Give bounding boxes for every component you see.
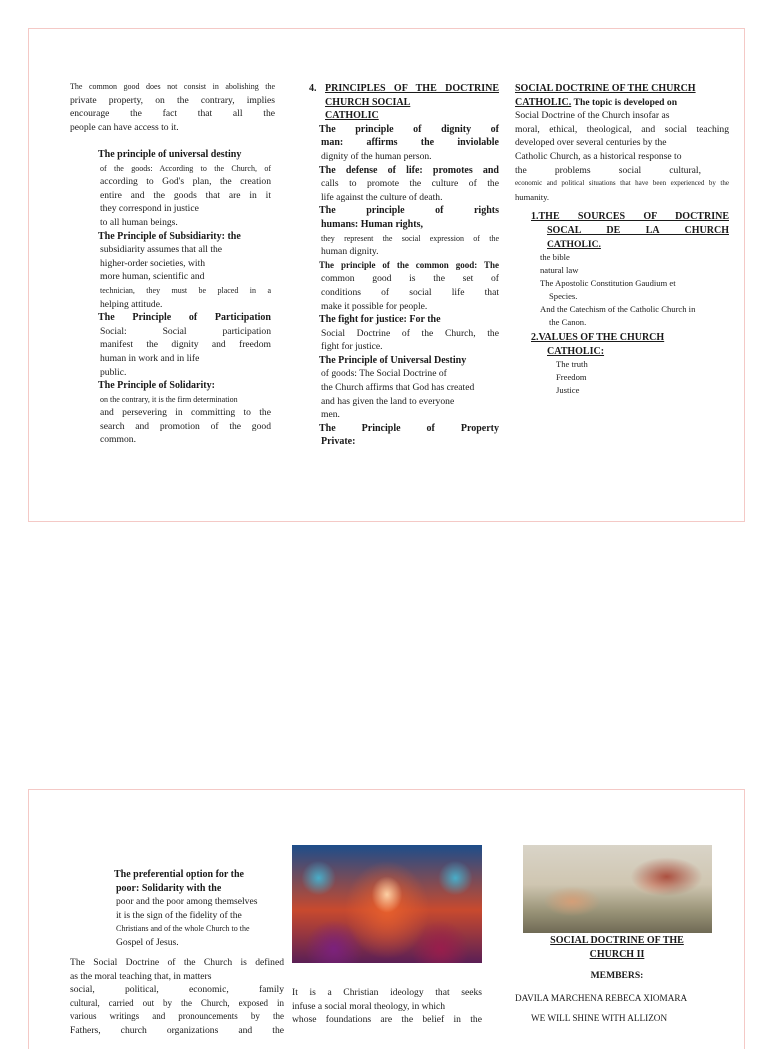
principle-line: life against the culture of death. xyxy=(321,191,443,203)
principle-line: human in work and in life xyxy=(100,352,200,364)
source-item xyxy=(531,264,729,277)
doctrine-heading-bold: CATHOLIC. xyxy=(515,96,572,108)
principle-lead: The Principle of Subsidiarity: the xyxy=(98,230,241,242)
para-line: as the moral teaching that, in matters xyxy=(70,970,212,982)
principle-line: and has given the land to everyone xyxy=(321,395,455,407)
brochure-title-line: SOCIAL DOCTRINE OF THE xyxy=(550,935,684,946)
principle-line: Social Doctrine of the Church, the xyxy=(321,327,499,339)
principle-item xyxy=(88,148,271,230)
source-item xyxy=(531,251,729,264)
para-line: cultural, carried out by the Church, exposed in xyxy=(70,997,284,1008)
principle-line: public. xyxy=(100,366,127,378)
principle-lead: The principle of rights xyxy=(319,205,499,217)
principle-item xyxy=(309,422,499,449)
principle-item xyxy=(309,164,499,205)
source-text-cont: the Canon. xyxy=(549,317,587,328)
value-text: The truth xyxy=(556,359,588,370)
principle-item xyxy=(309,204,499,258)
principle-line: common. xyxy=(100,434,136,446)
principle-lead: The Principle of Participation xyxy=(98,312,271,324)
principle-line: entire and the goods that are in it xyxy=(100,189,271,201)
para-line: social, political, economic, family xyxy=(70,984,284,996)
option-line: Gospel of Jesus. xyxy=(116,936,179,948)
intro-line: encourage the fact that all the xyxy=(70,108,275,120)
option-lead: The preferential option for the xyxy=(114,869,244,880)
principle-line: helping attitude. xyxy=(100,298,163,310)
body-line: economic and political situations that have been experienced by the xyxy=(515,179,729,188)
principle-line: according to God's plan, the creation xyxy=(100,176,271,188)
doctrine-heading-rest: The topic is developed on xyxy=(573,96,678,108)
section-heading xyxy=(309,82,499,123)
principle-lead: The defense of life: promotes and xyxy=(319,164,499,176)
principle-line: Social: Social participation xyxy=(100,325,271,337)
bottom-col3 xyxy=(515,934,719,1026)
top-col1 xyxy=(70,80,275,134)
principle-lead: Private: xyxy=(321,436,356,448)
source-text-cont: Species. xyxy=(549,291,578,302)
para-line: It is a Christian ideology that seeks xyxy=(292,987,482,998)
principle-line: higher-order societies, with xyxy=(100,257,206,269)
principle-lead: The principle of the common good: The xyxy=(319,259,499,270)
principle-line: and persevering in committing to the xyxy=(100,407,271,419)
body-line: moral, ethical, theological, and social teaching xyxy=(515,123,729,135)
brochure-title-line: CHURCH II xyxy=(589,948,645,960)
bottom-col1-option xyxy=(104,868,280,950)
principle-line: dignity of the human person. xyxy=(321,150,432,162)
values-heading-line: CATHOLIC: xyxy=(547,345,605,357)
principle-lead: The principle of universal destiny xyxy=(98,149,242,160)
principle-item xyxy=(309,259,499,313)
values-list xyxy=(531,358,729,397)
principle-line: subsidiarity assumes that all the xyxy=(100,244,223,256)
principle-line: on the contrary, it is the firm determination xyxy=(100,394,238,404)
psychedelic-face-painting xyxy=(292,845,482,963)
principle-line: conditions of social life that xyxy=(321,286,499,298)
principle-line: calls to promote the culture of the xyxy=(321,178,499,190)
para-line: infuse a social moral theology, in which xyxy=(292,1000,446,1012)
para-line: The Social Doctrine of the Church is defined xyxy=(70,957,284,968)
sources-heading-line: SOCAL DE LA CHURCH xyxy=(547,224,729,236)
top-col3 xyxy=(515,82,729,397)
body-line: the problems social cultural, xyxy=(515,164,701,176)
principle-line: common good is the set of xyxy=(321,273,499,285)
sources-heading-line: CATHOLIC. xyxy=(547,238,601,250)
doctrine-heading: SOCIAL DOCTRINE OF THE CHURCH xyxy=(515,83,696,94)
values-heading-line: 2.VALUES OF THE CHURCH xyxy=(531,332,665,344)
principle-line: men. xyxy=(321,409,340,421)
para-line: whose foundations are the belief in the xyxy=(292,1014,482,1026)
principle-line: they represent the social expression of the xyxy=(321,233,499,243)
doctrine-heading-line2 xyxy=(515,96,729,110)
sources-heading-line: 1.THE SOURCES OF DOCTRINE xyxy=(531,211,729,223)
principle-line: technician, they must be placed in a xyxy=(100,285,271,295)
source-text: natural law xyxy=(540,265,579,276)
intro-line: people can have access to it. xyxy=(70,121,179,133)
principle-lead: The Principle of Solidarity: xyxy=(98,380,215,392)
principle-line: fight for justice. xyxy=(321,341,383,353)
value-item xyxy=(547,384,729,397)
principle-item xyxy=(88,230,271,312)
principle-lead: humans: Human rights, xyxy=(321,218,423,230)
bottom-col1-paragraph xyxy=(70,956,284,1038)
source-text: And the Catechism of the Catholic Church in xyxy=(540,304,696,315)
doctrine-body xyxy=(515,109,729,204)
principle-line: they correspond in justice xyxy=(100,203,199,215)
value-text: Justice xyxy=(556,385,580,396)
creation-of-adam-fresco xyxy=(523,845,712,933)
principle-line: more human, scientific and xyxy=(100,271,205,283)
brochure-tagline: WE WILL SHINE WITH ALLIZON xyxy=(531,1013,668,1024)
principle-lead: The Principle of Universal Destiny xyxy=(319,354,467,366)
top-col2 xyxy=(309,82,499,449)
principle-lead: man: affirms the inviolable xyxy=(321,137,499,149)
value-item xyxy=(547,371,729,384)
principle-lead: The fight for justice: For the xyxy=(319,314,441,326)
principle-item xyxy=(309,354,499,422)
body-line: Social Doctrine of the Church insofar as xyxy=(515,110,670,122)
principle-line: to all human beings. xyxy=(100,216,178,228)
top-col1-principles xyxy=(88,148,271,447)
value-text: Freedom xyxy=(556,372,587,383)
source-item xyxy=(531,303,729,316)
value-item xyxy=(547,358,729,371)
principle-line: manifest the dignity and freedom xyxy=(100,339,271,351)
principle-line: human dignity. xyxy=(321,246,379,258)
body-line: developed over several centuries by the xyxy=(515,137,667,149)
option-lead: poor: Solidarity with the xyxy=(116,882,222,894)
body-line: Catholic Church, as a historical response to xyxy=(515,150,682,162)
principle-line: the Church affirms that God has created xyxy=(321,382,475,394)
section-number: 4. xyxy=(309,83,317,94)
section-heading-line: PRINCIPLES OF THE DOCTRINE xyxy=(325,83,499,94)
principle-item xyxy=(309,123,499,164)
principle-line: of goods: The Social Doctrine of xyxy=(321,368,447,380)
option-line: it is the sign of the fidelity of the xyxy=(116,909,242,921)
bottom-col2-paragraph xyxy=(292,986,482,1027)
option-line: Christians and of the whole Church to the xyxy=(116,924,250,934)
principle-item xyxy=(88,379,271,447)
member-name: DAVILA MARCHENA REBECA XIOMARA xyxy=(515,992,688,1003)
para-line: various writings and pronouncements by the xyxy=(70,1011,284,1022)
principles-list xyxy=(309,123,499,449)
principle-line: search and promotion of the good xyxy=(100,420,271,432)
principle-item xyxy=(309,313,499,354)
section-heading-line: CATHOLIC xyxy=(325,110,379,122)
principle-lead: The Principle of Property xyxy=(319,422,499,434)
option-line: poor and the poor among themselves xyxy=(116,896,258,908)
body-line: humanity. xyxy=(515,191,550,202)
section-heading-line: CHURCH SOCIAL xyxy=(325,96,411,108)
principle-lead: The principle of dignity of xyxy=(319,123,499,135)
intro-line: The common good does not consist in abolishing the xyxy=(70,82,275,91)
sources-section xyxy=(515,210,729,397)
intro-line: private property, on the contrary, implies xyxy=(70,94,275,106)
principle-line: make it possible for people. xyxy=(321,300,428,312)
para-line: Fathers, church organizations and the xyxy=(70,1024,284,1036)
source-text: the bible xyxy=(540,252,570,263)
principle-line: of the goods: According to the Church, of xyxy=(100,163,271,173)
source-text: The Apostolic Constitution Gaudium et xyxy=(540,278,676,289)
source-item xyxy=(531,277,729,290)
principle-item xyxy=(88,311,271,379)
members-label: MEMBERS: xyxy=(590,970,644,982)
